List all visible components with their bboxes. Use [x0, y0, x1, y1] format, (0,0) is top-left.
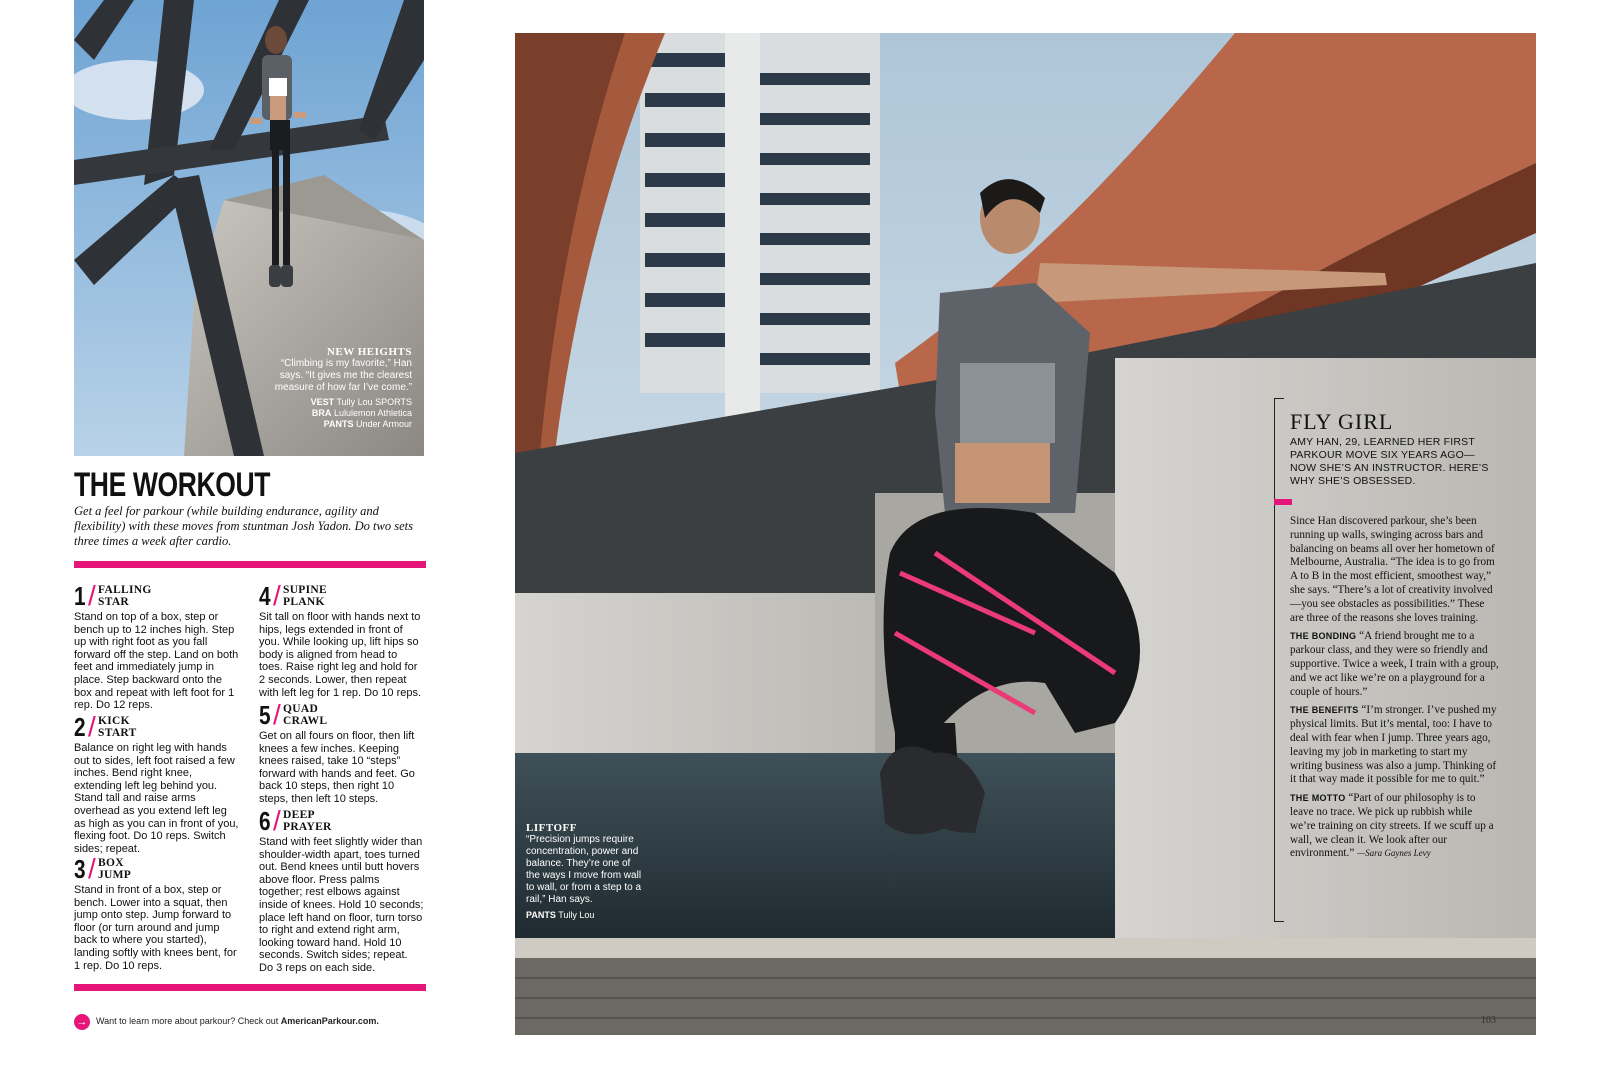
move-description: Stand on top of a box, step or bench up to 12 inches high. Step up with right foot as you fall forward off the step. Land on both feet and immediately jump in place. Step backward onto the box and repeat with left foot for 1 rep. Do 12 reps. [74, 611, 239, 712]
move-name: KICK START [98, 715, 137, 739]
sidebar-dek: AMY HAN, 29, LEARNED HER FIRST PARKOUR MOVE SIX YEARS AGO—NOW SHE’S AN INSTRUCTOR. HERE’S WHY SHE’S OBSESSED. [1290, 436, 1489, 487]
footer-link[interactable]: AmericanParkour.com. [280, 1016, 379, 1026]
byline: —Sara Gaynes Levy [1357, 848, 1431, 859]
pink-divider-bottom [74, 984, 426, 991]
slash-icon: / [273, 580, 281, 611]
move-description: Balance on right leg with hands out to sides, left foot raised a few inches. Bend right knee, extending left leg behind you. Stand tall and raise arms overhead as you extend left leg as high as you can in front of you, flexing foot. Do 10 reps. Switch sides; repeat. [74, 742, 239, 855]
slash-icon: / [273, 805, 281, 836]
credit-bra: BRA Lululemon Athletica [311, 408, 412, 418]
caption-heading: NEW HEIGHTS [326, 346, 412, 358]
sidebar-rule-bottom [1274, 921, 1284, 922]
slash-icon: / [88, 580, 96, 611]
pink-accent [1274, 499, 1292, 505]
slash-icon: / [88, 711, 96, 742]
move-number: 2 [74, 712, 86, 742]
arrow-right-icon: → [74, 1014, 90, 1030]
caption-credits [272, 397, 412, 430]
new-heights-caption [272, 346, 412, 430]
sidebar-rule-top [1274, 398, 1284, 399]
move-description: Stand with feet slightly wider than shoulder-width apart, toes turned out. Bend knees until butt hovers above floor. Press palms together; rest elbows against inside of knees. Hold 10 seconds; place left hand on floor, turn torso to right and extend right arm, looking toward hand. Hold 10 seconds. Switch sides; repeat. Do 3 reps on each side. [259, 836, 424, 974]
slash-icon: / [88, 853, 96, 884]
caption-credit: PANTS Tully Lou [526, 910, 595, 920]
caption-quote: “Precision jumps require concentration, power and balance. They’re one of the ways I move from wall to wall, or from a step to a rail,” Han says. [526, 834, 642, 905]
credit-vest: VEST Tully Lou SPORTS [310, 397, 412, 407]
caption-quote: “Climbing is my favorite,” Han says. “It gives me the clearest measure of how far I’ve come.” [274, 358, 412, 393]
liftoff-caption [526, 822, 646, 921]
footer-note: Want to learn more about parkour? Check out AmericanParkour.com. [96, 1016, 379, 1026]
move-name: BOX JUMP [98, 857, 132, 881]
move-number: 5 [259, 700, 271, 730]
pink-divider-top [74, 561, 426, 568]
move-number: 3 [74, 854, 86, 884]
sidebar-body [1290, 515, 1500, 866]
sidebar-title: FLY GIRL [1290, 409, 1394, 434]
move-description: Stand in front of a box, step or bench. Lower into a squat, then jump onto step. Jump forward to floor (or turn around and jump back to where you started), landing softly with knees bent, for 1 rep. Do 10 reps. [74, 884, 237, 972]
sidebar-section-benefits: THE BENEFITS “I’m stronger. I’ve pushed my physical limits. But it’s mental, too: I have to deal with fear when I jump. Three years ago, leaving my job in marketing to start my writing business was also a jump. Thinking of it that way made it possible for me to quit.” [1290, 704, 1497, 786]
move-description: Get on all fours on floor, then lift knees a few inches. Keeping knees raised, take 10 “steps” forward with hands and feet. Go back 10 steps, then right 10 steps, then left 10 steps. [259, 730, 415, 805]
sidebar-rule [1274, 398, 1275, 922]
sidebar-section-bonding: THE BONDING “A friend brought me to a parkour class, and they were so friendly and supportive. Twice a week, I train with a group, and we act like we’re on a playground for a couple of hours.” [1290, 630, 1499, 698]
move-box-jump [74, 853, 239, 972]
move-name: FALLING STAR [98, 584, 152, 608]
sidebar-section-motto: THE MOTTO “Part of our philosophy is to leave no trace. We pick up rubbish while we’re training on city streets. If we scuff up a wall, we clean it. We look after our environment.” —Sara Gaynes Levy [1290, 792, 1494, 860]
page-number: 103 [1481, 1015, 1496, 1026]
sidebar-intro: Since Han discovered parkour, she’s been running up walls, swinging across bars and balancing on beams all over her hometown of Melbourne, Australia. “The idea is to go from A to B in the most efficient, smoothest way,” she says. “There’s a lot of creativity involved—you see obstacles as possibilities.” These are three of the reasons she loves training. [1290, 515, 1495, 624]
move-deep-prayer [259, 805, 424, 975]
caption-heading: LIFTOFF [526, 822, 577, 834]
move-name: DEEP PRAYER [283, 809, 332, 833]
workout-title: THE WORKOUT [74, 466, 271, 504]
workout-intro: Get a feel for parkour (while building endurance, agility and flexibility) with these moves from stuntman Josh Yadon. Do two sets three times a week after cardio. [74, 504, 413, 548]
move-description: Sit tall on floor with hands next to hips, legs extended in front of you. While looking up, lift hips so body is aligned from head to toes. Raise right leg and hold for 2 seconds. Lower, then repeat with left leg for 1 rep. Do 10 reps. [259, 611, 422, 699]
move-name: QUAD CRAWL [283, 703, 328, 727]
move-kick-start [74, 711, 239, 855]
move-number: 1 [74, 581, 86, 611]
move-supine-plank [259, 580, 424, 699]
move-quad-crawl [259, 699, 424, 806]
move-name: SUPINE PLANK [283, 584, 327, 608]
credit-pants: PANTS Under Armour [323, 419, 412, 429]
move-number: 6 [259, 806, 271, 836]
slash-icon: / [273, 699, 281, 730]
top-photo [74, 0, 424, 456]
move-number: 4 [259, 581, 271, 611]
move-falling-star [74, 580, 239, 712]
